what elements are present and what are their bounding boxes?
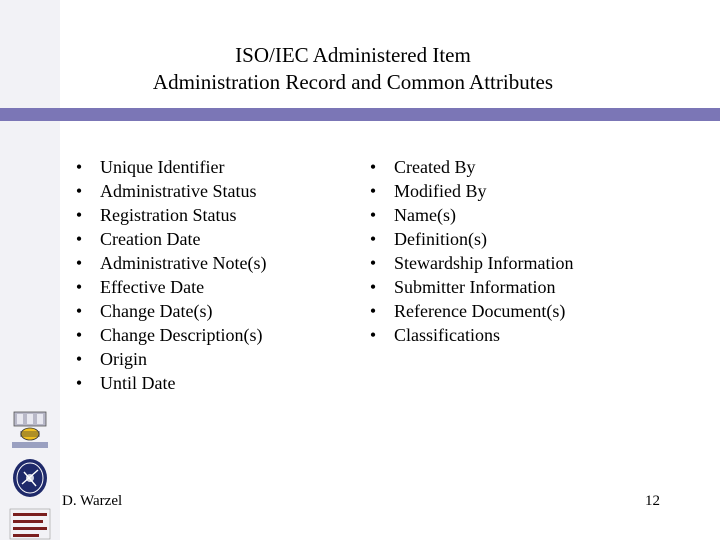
list-item: • Origin bbox=[75, 349, 147, 369]
bullet-icon: • bbox=[75, 349, 83, 369]
left-bullet-list bbox=[75, 155, 267, 395]
list-item: • Reference Document(s) bbox=[369, 301, 566, 321]
bullet-icon: • bbox=[369, 277, 377, 297]
footer-author: D. Warzel bbox=[62, 493, 123, 509]
slide-title-line-1: ISO/IEC Administered Item bbox=[235, 43, 471, 67]
page-number: 12 bbox=[645, 493, 660, 509]
list-item: • Name(s) bbox=[369, 205, 456, 225]
bullet-icon: • bbox=[75, 373, 83, 393]
bullet-icon: • bbox=[369, 301, 377, 321]
right-bullet-list bbox=[369, 155, 574, 347]
bullet-icon: • bbox=[75, 325, 83, 345]
list-item: • Classifications bbox=[369, 325, 500, 345]
bullet-icon: • bbox=[75, 181, 83, 201]
list-item: • Creation Date bbox=[75, 229, 201, 249]
list-item: • Change Date(s) bbox=[75, 301, 213, 321]
list-item: • Stewardship Information bbox=[369, 253, 574, 273]
list-item: • Effective Date bbox=[75, 277, 205, 297]
bullet-icon: • bbox=[369, 325, 377, 345]
cadsr-logo bbox=[8, 410, 52, 450]
list-item: • Modified By bbox=[369, 181, 487, 201]
list-item: • Registration Status bbox=[75, 205, 237, 225]
bullet-icon: • bbox=[75, 277, 83, 297]
list-item: • Definition(s) bbox=[369, 229, 487, 249]
list-item: • Until Date bbox=[75, 373, 176, 393]
bullet-icon: • bbox=[369, 253, 377, 273]
bullet-icon: • bbox=[369, 229, 377, 249]
list-item: • Administrative Status bbox=[75, 181, 257, 201]
bullet-icon: • bbox=[75, 157, 83, 177]
bullet-icon: • bbox=[369, 157, 377, 177]
slide-title-line-2: Administration Record and Common Attributes bbox=[152, 70, 554, 94]
list-item: • Administrative Note(s) bbox=[75, 253, 267, 273]
nih-seal-logo bbox=[8, 458, 52, 498]
list-item: • Created By bbox=[369, 157, 476, 177]
slide-title bbox=[60, 42, 646, 96]
nci-logo bbox=[8, 508, 52, 540]
bullet-icon: • bbox=[369, 205, 377, 225]
title-divider-bar bbox=[0, 108, 720, 121]
list-item: • Unique Identifier bbox=[75, 157, 225, 177]
list-item: • Change Description(s) bbox=[75, 325, 263, 345]
bullet-icon: • bbox=[75, 205, 83, 225]
bullet-icon: • bbox=[369, 181, 377, 201]
bullet-icon: • bbox=[75, 229, 83, 249]
list-item: • Submitter Information bbox=[369, 277, 556, 297]
bullet-icon: • bbox=[75, 253, 83, 273]
bullet-icon: • bbox=[75, 301, 83, 321]
